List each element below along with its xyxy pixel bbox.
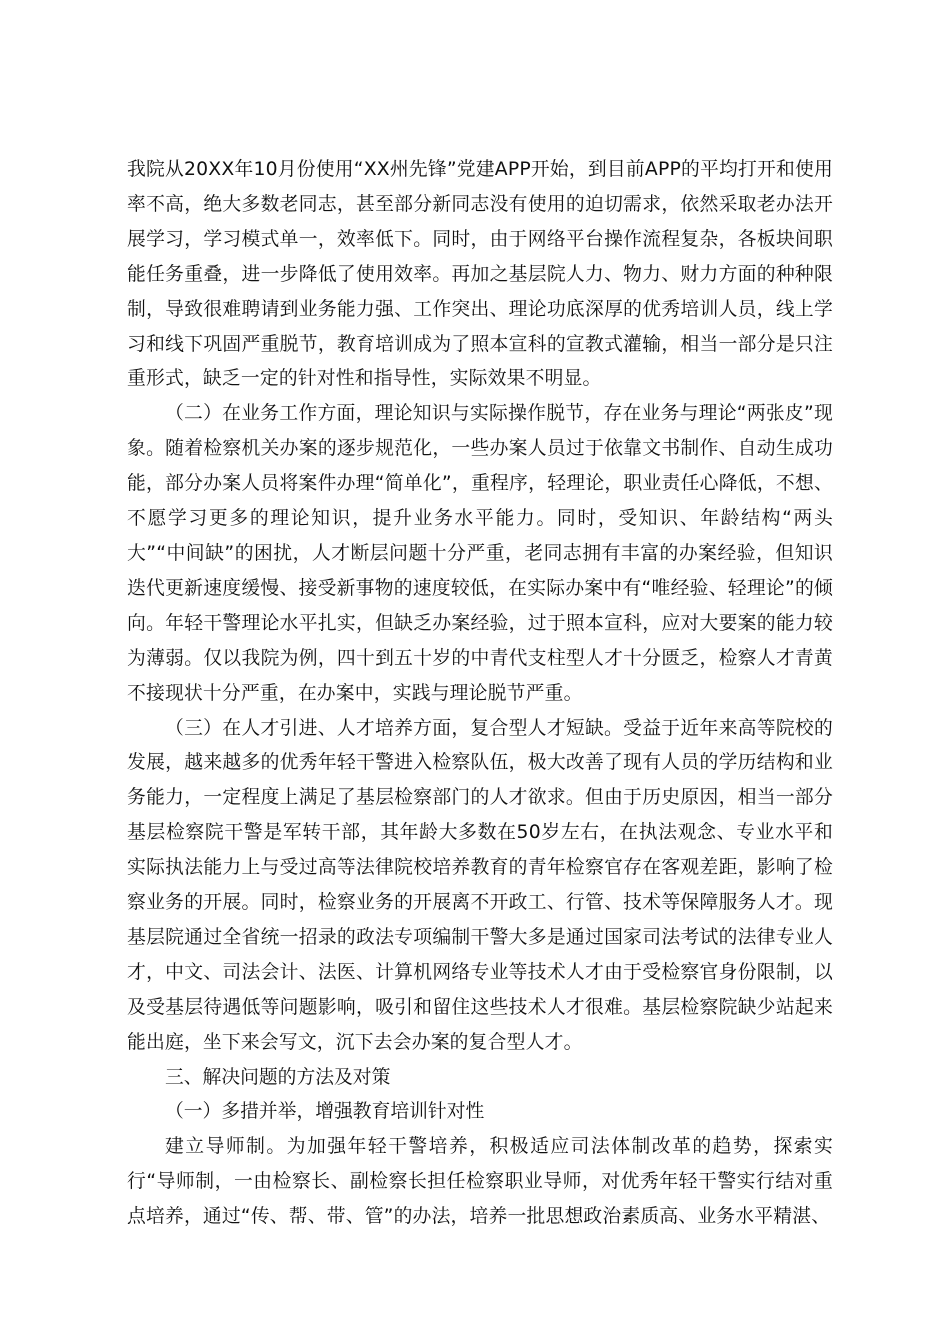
paragraph-mentor-system: 建立导师制。为加强年轻干警培养，积极适应司法体制改革的趋势，探索实行“导师制，一由检察长、副检察长担任检察职业导师，对优秀年轻干警实行结对重点培养，通过“传、帮、带、管”的办法，培养一批思想政治素质高、业务水平精湛、 (127, 1136, 833, 1228)
subsection-heading-training: （一）多措并举，增强教育培训针对性 (165, 1101, 485, 1123)
paragraph-talent-introduction: （三）在人才引进、人才培养方面，复合型人才短缺。受益于近年来高等院校的发展，越来越多的优秀年轻干警进入检察队伍，极大改善了现有人员的学历结构和业务能力，一定程度上满足了基层检察部门的人才欲求。但由于历史原因，相当一部分基层检察院干警是军转干部，其年龄大多数在50岁左右，在执法观念、专业水平和实际执法能力上与受过高等法律院校培养教育的青年检察官存在客观差距，影响了检察业务的开展。同时，检察业务的开展离不开政工、行管、技术等保障服务人才。现基层院通过全省统一招录的政法专项编制干警大多是通过国家司法考试的法律专业人才，中文、司法会计、法医、计算机网络专业等技术人才由于受检察官身份限制，以及受基层待遇低等问题影响，吸引和留住这些技术人才很难。基层检察院缺少站起来能出庭，坐下来会写文，沉下去会办案的复合型人才。 (127, 717, 833, 1053)
paragraph-business-work: （二）在业务工作方面，理论知识与实际操作脱节，存在业务与理论“两张皮”现象。随着检察机关办案的逐步规范化，一些办案人员过于依靠文书制作、自动生成功能，部分办案人员将案件办理“简单化”，重程序，轻理论，职业责任心降低，不想、不愿学习更多的理论知识，提升业务水平能力。同时，受知识、年龄结构“两头大”“中间缺”的困扰，人才断层问题十分严重，老同志拥有丰富的办案经验，但知识迭代更新速度缓慢、接受新事物的速度较低，在实际办案中有“唯经验、轻理论”的倾向。年轻干警理论水平扎实，但缺乏办案经验，过于照本宣科，应对大要案的能力较为薄弱。仅以我院为例，四十到五十岁的中青代支柱型人才十分匮乏，检察人才青黄不接现状十分严重，在办案中，实践与理论脱节严重。 (127, 403, 833, 704)
paragraph-app-usage: 我院从20XX年10月份使用“XX州先锋”党建APP开始，到目前APP的平均打开和使用率不高，绝大多数老同志，甚至部分新同志没有使用的迫切需求，依然采取老办法开展学习，学习模式单一，效率低下。同时，由于网络平台操作流程复杂，各板块间职能任务重叠，进一步降低了使用效率。再加之基层院人力、物力、财力方面的种种限制，导致很难聘请到业务能力强、工作突出、理论功底深厚的优秀培训人员，线上学习和线下巩固严重脱节，教育培训成为了照本宣科的宣教式灌输，相当一部分是只注重形式，缺乏一定的针对性和指导性，实际效果不明显。 (127, 159, 833, 390)
section-heading-solutions: 三、解决问题的方法及对策 (165, 1066, 391, 1088)
document-body (127, 153, 833, 1235)
